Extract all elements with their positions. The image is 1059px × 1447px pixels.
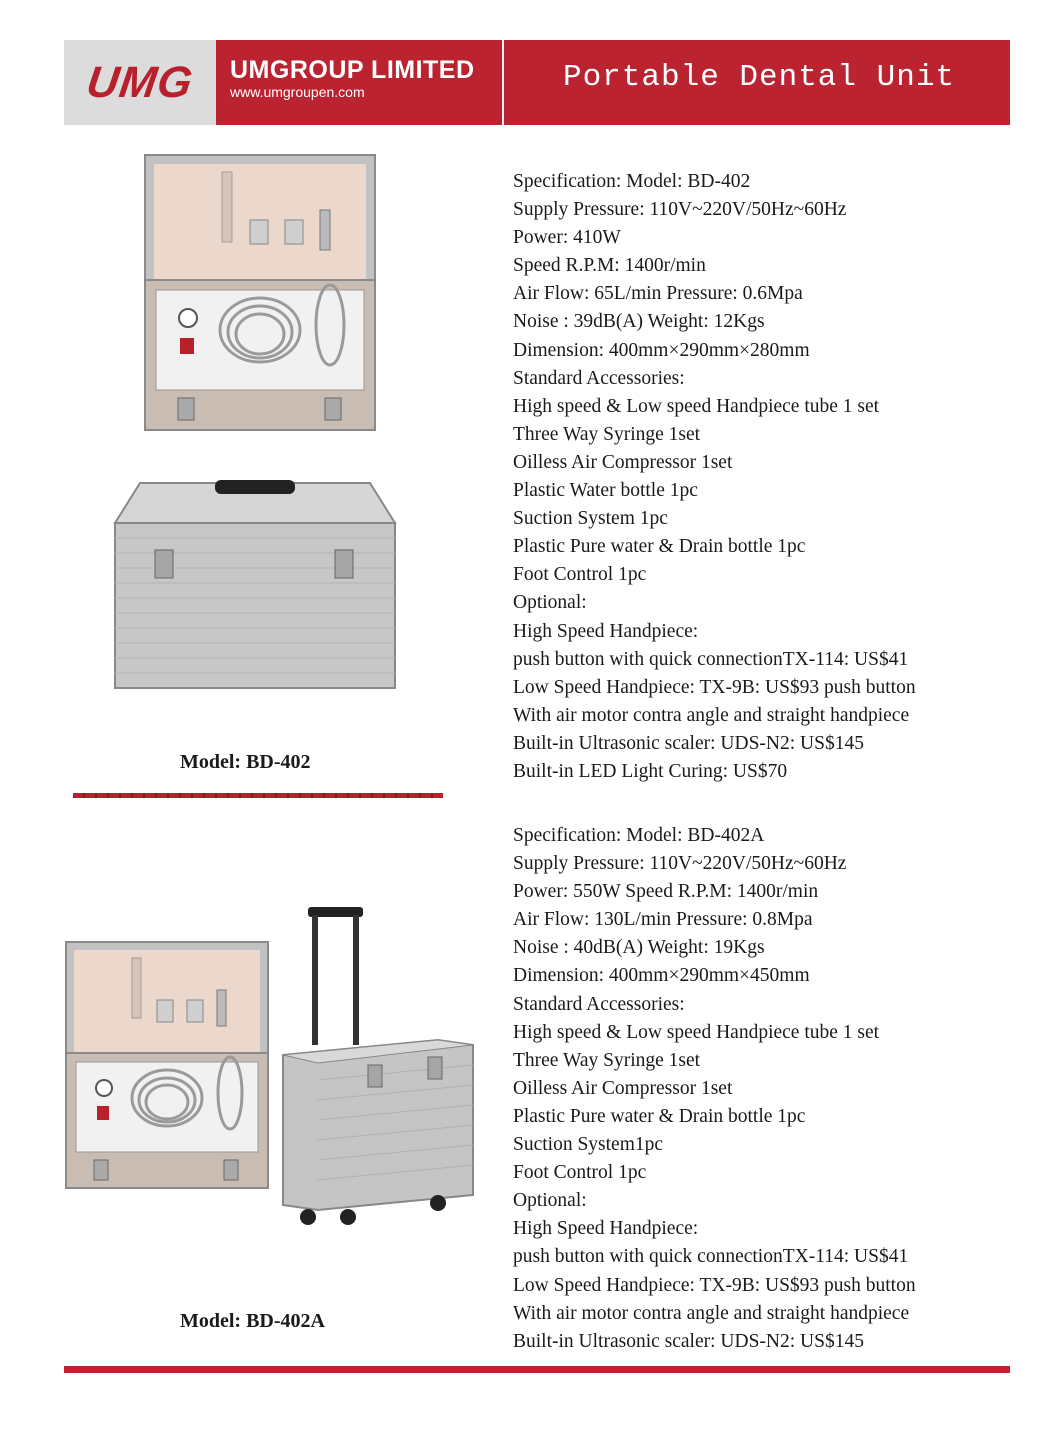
spec-line: Oilless Air Compressor 1set — [513, 451, 733, 473]
spec-line: Air Flow: 65L/min Pressure: 0.6Mpa — [513, 283, 803, 305]
company-logo — [64, 40, 216, 125]
spec-line: High speed & Low speed Handpiece tube 1 set — [513, 1021, 880, 1043]
company-name: UMGROUP LIMITED — [230, 56, 475, 84]
spec-line: With air motor contra angle and straight handpiece — [513, 1302, 910, 1324]
spec-line: Foot Control 1pc — [513, 1162, 647, 1184]
spec-line: Foot Control 1pc — [513, 564, 647, 586]
spec-line: Three Way Syringe 1set — [513, 423, 701, 445]
spec-line: Plastic Pure water & Drain bottle 1pc — [513, 1105, 806, 1127]
spec-line: Supply Pressure: 110V~220V/50Hz~60Hz — [513, 199, 847, 221]
page-header — [64, 40, 1010, 125]
spec-line: Low Speed Handpiece: TX-9B: US$93 push button — [513, 676, 916, 698]
spec-line: Suction System1pc — [513, 1134, 664, 1156]
spec-line: Low Speed Handpiece: TX-9B: US$93 push button — [513, 1274, 916, 1296]
spec-line: Optional: — [513, 592, 587, 614]
spec-line: Built-in Ultrasonic scaler: UDS-N2: US$145 — [513, 1330, 864, 1352]
spec-line: High Speed Handpiece: — [513, 1218, 699, 1240]
bd402-open-case-photo — [140, 150, 380, 440]
header-divider — [502, 40, 504, 125]
spec-line: High Speed Handpiece: — [513, 620, 699, 642]
spec-line: Oilless Air Compressor 1set — [513, 1077, 733, 1099]
spec-line: Power: 550W Speed R.P.M: 1400r/min — [513, 881, 819, 903]
footer-bar — [64, 1366, 1010, 1373]
bd402-closed-case-photo — [110, 478, 400, 693]
logo-text: UMG — [83, 57, 197, 107]
bd402a-open-case-photo — [62, 938, 272, 1193]
spec-line: Standard Accessories: — [513, 367, 685, 389]
company-website[interactable]: www.umgroupen.com — [230, 84, 365, 100]
spec-line: Standard Accessories: — [513, 993, 685, 1015]
page-title: Portable Dental Unit — [562, 60, 956, 95]
spec-line: With air motor contra angle and straight handpiece — [513, 704, 910, 726]
bd402a-model-caption: Model: BD-402A — [180, 1310, 325, 1332]
spec-line: Three Way Syringe 1set — [513, 1049, 701, 1071]
spec-line: Optional: — [513, 1190, 587, 1212]
spec-line: Noise : 40dB(A) Weight: 19Kgs — [513, 937, 765, 959]
spec-line: Suction System 1pc — [513, 508, 668, 530]
spec-line: Specification: Model: BD-402A — [513, 825, 765, 846]
section-divider — [73, 793, 443, 798]
spec-line: push button with quick connectionTX-114: US$41 — [513, 648, 909, 670]
bd402a-spec-list — [513, 822, 916, 1356]
spec-line: Specification: Model: BD-402 — [513, 171, 751, 192]
company-block — [230, 56, 475, 100]
spec-line: High speed & Low speed Handpiece tube 1 set — [513, 395, 880, 417]
bd402-spec-list — [513, 168, 916, 786]
spec-line: Dimension: 400mm×290mm×450mm — [513, 965, 810, 987]
bd402-model-caption: Model: BD-402 — [180, 751, 311, 773]
spec-line: Plastic Water bottle 1pc — [513, 480, 698, 502]
spec-line: Supply Pressure: 110V~220V/50Hz~60Hz — [513, 853, 847, 875]
spec-line: Speed R.P.M: 1400r/min — [513, 255, 706, 277]
spec-line: Built-in LED Light Curing: US$70 — [513, 760, 788, 782]
bd402a-trolley-case-photo — [278, 905, 478, 1230]
spec-line: Plastic Pure water & Drain bottle 1pc — [513, 536, 806, 558]
spec-line: Noise : 39dB(A) Weight: 12Kgs — [513, 311, 765, 333]
spec-line: Dimension: 400mm×290mm×280mm — [513, 339, 810, 361]
spec-line: push button with quick connectionTX-114: US$41 — [513, 1246, 909, 1268]
spec-line: Air Flow: 130L/min Pressure: 0.8Mpa — [513, 909, 813, 931]
spec-line: Power: 410W — [513, 227, 621, 249]
spec-line: Built-in Ultrasonic scaler: UDS-N2: US$145 — [513, 732, 864, 754]
